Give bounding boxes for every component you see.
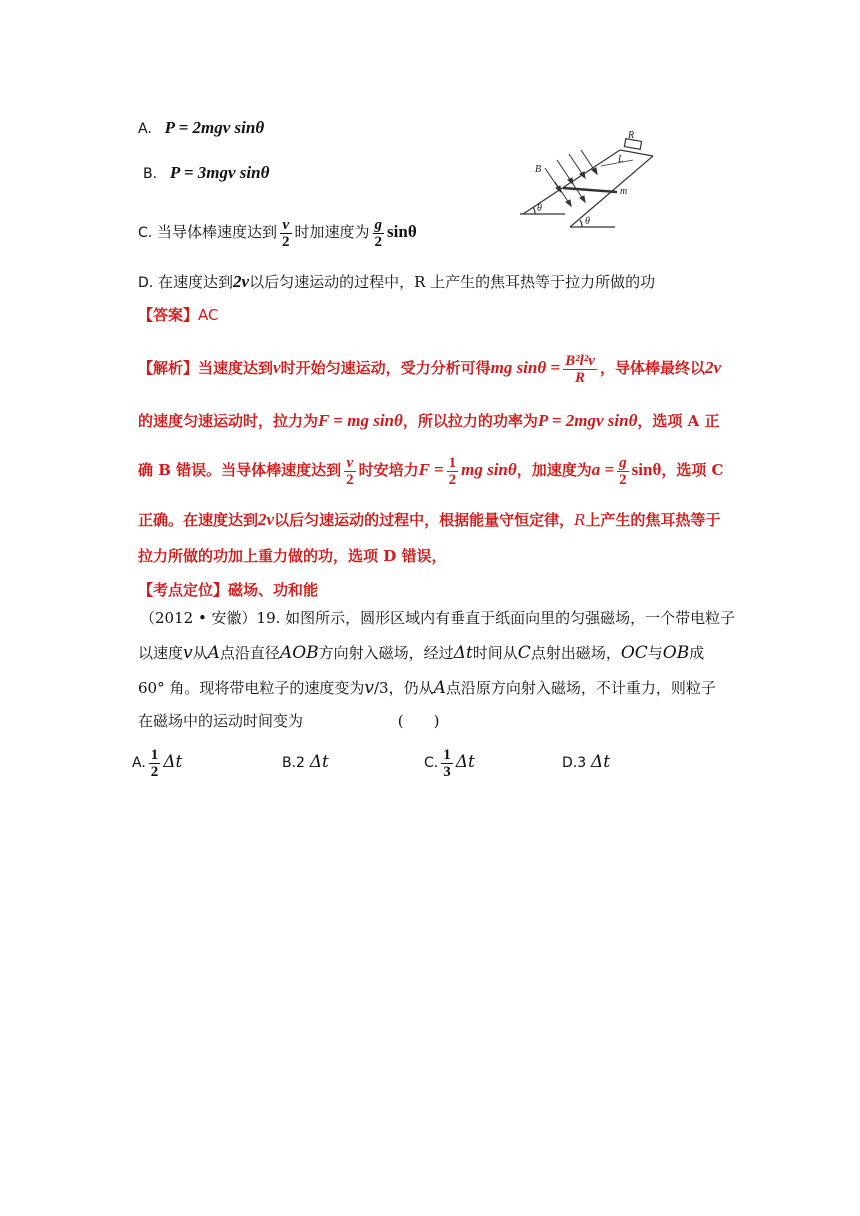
analysis-frac-bl: $\frac{\text{B²l²v}}{R}$ <box>565 352 595 386</box>
answer-line <box>138 305 219 325</box>
angle-arc-right <box>580 220 582 227</box>
option-a <box>138 118 264 139</box>
option-c-tail: sinθ <box>387 222 417 241</box>
label-theta-right: θ <box>585 216 590 227</box>
choice-b: B.2 Δt <box>282 752 329 772</box>
option-c-frac1: $\frac{v}{2}$ <box>282 216 290 250</box>
angle-arc-left <box>533 207 535 214</box>
option-d-text2: 以后匀速运动的过程中，R 上产生的焦耳热等于拉力所做的功 <box>249 273 656 291</box>
choice-c: C. $\frac{1}{3}$ Δt <box>424 746 475 780</box>
question-line-3: 60° 角。现将带电粒子的速度变为v/3，仍从A点沿原方向射入磁场，不计重力，则粒子 <box>138 678 716 698</box>
option-d-text1: 在速度达到 <box>158 273 234 291</box>
option-c-text2: 时加速度为 <box>294 223 370 241</box>
location-tag: 【考点定位】 <box>138 581 229 599</box>
analysis-line-2: 的速度匀速运动时，拉力为F = mg sinθ，所以拉力的功率为P = 2mgv sinθ，选项 A 正 <box>138 411 720 430</box>
answer-tag: 【答案】 <box>138 306 199 324</box>
analysis-line-1: 【解析】当速度达到v时开始匀速运动，受力分析可得mg sinθ = $\frac{\text{B²l²v}}{R}$ ，导体棒最终以2v <box>138 352 722 386</box>
rail-diagram <box>515 130 665 230</box>
option-a-label: A. <box>138 121 152 137</box>
question-line-2: 以速度v从A点沿直径AOB方向射入磁场，经过Δt时间从C点射出磁场，OC与OB成 <box>138 643 705 663</box>
answer-paren: ( ) <box>397 712 440 730</box>
label-l: L <box>618 154 624 165</box>
label-r: R <box>628 130 635 141</box>
location-line <box>138 580 318 600</box>
analysis-line-3: 确 B 错误。当导体棒速度达到 $\frac{v}{2}$ 时安培力F = $\frac{1}{2}$ mg sinθ，加速度为a = $\frac{g}{2}$ sinθ，选项 C <box>138 454 724 488</box>
label-b: B <box>535 164 542 175</box>
question-line-1: （2012 • 安徽）19. 如图所示，圆形区域内有垂直于纸面向里的匀强磁场，一个带电粒子 <box>140 609 736 627</box>
choice-d: D.3 Δt <box>562 752 611 772</box>
option-c-frac2: $\frac{g}{2}$ <box>374 216 383 250</box>
answer-value: AC <box>198 306 219 324</box>
location-value: 磁场、功和能 <box>228 581 319 599</box>
question-choices <box>132 740 732 784</box>
analysis-line-5: 拉力所做的功加上重力做的功，选项 D 错误， <box>138 547 447 565</box>
option-d-math: 2v <box>233 272 250 291</box>
option-d <box>138 272 655 293</box>
label-m: m <box>620 186 628 197</box>
analysis-tag: 【解析】 <box>138 359 199 377</box>
option-b-label: B. <box>143 166 158 182</box>
option-d-label: D. <box>138 275 154 291</box>
length-marker <box>601 160 633 166</box>
option-c-text1: 当导体棒速度达到 <box>157 223 278 241</box>
option-b-formula: P = 3mgv sinθ <box>169 163 270 182</box>
option-c-label: C. <box>138 225 153 241</box>
question-line-4: 在磁场中的运动时间变为 ( ) <box>138 712 440 730</box>
option-a-formula: P = 2mgv sinθ <box>164 118 265 137</box>
analysis-line-4: 正确。在速度达到2v以后匀速运动的过程中，根据能量守恒定律，R上产生的焦耳热等于 <box>138 510 721 529</box>
conductor-rod <box>563 188 617 192</box>
choice-a: A. $\frac{1}{2}$ Δt <box>132 746 183 780</box>
rail-top <box>620 150 653 156</box>
option-b <box>143 163 269 184</box>
label-theta-left: θ <box>537 203 542 214</box>
option-c <box>138 212 417 252</box>
